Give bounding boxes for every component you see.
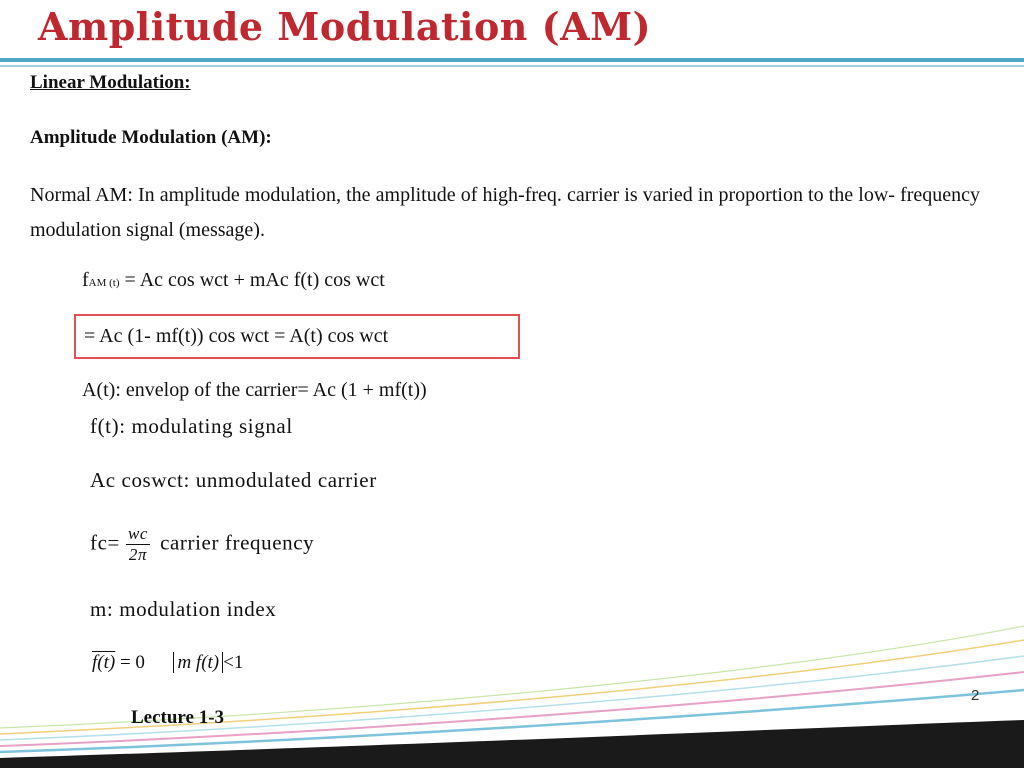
mean-rhs: = 0 bbox=[119, 652, 145, 673]
mean-term: f(t) bbox=[92, 652, 116, 673]
equation-envelope-form: = Ac (1- mf(t)) cos wct = A(t) cos wct bbox=[84, 325, 389, 347]
definition-paragraph: Normal AM: In amplitude modulation, the amplitude of high-freq. carrier is varied in proportion to the low- frequency modulation signal (message). bbox=[30, 184, 980, 241]
carrier-definition: Ac coswct: unmodulated carrier bbox=[90, 468, 377, 492]
page-number: 2 bbox=[971, 687, 980, 704]
modulating-signal-definition: f(t): modulating signal bbox=[90, 414, 293, 438]
fc-prefix: fc= bbox=[90, 530, 120, 555]
envelope-definition: A(t): envelop of the carrier= Ac (1 + mf(t)) bbox=[82, 379, 427, 401]
abs-term: m f(t) bbox=[173, 652, 223, 673]
heading-linear-modulation: Linear Modulation: bbox=[30, 72, 191, 93]
heading-amplitude-modulation: Amplitude Modulation (AM): bbox=[30, 127, 272, 148]
modulation-index-definition: m: modulation index bbox=[90, 597, 277, 621]
abs-rhs: <1 bbox=[223, 652, 244, 673]
equation-fam-subscript: AM (t) bbox=[88, 277, 120, 289]
equation-fam-rhs: = Ac cos wct + mAc f(t) cos wct bbox=[119, 269, 385, 291]
equation-fam-lhs: f bbox=[82, 269, 89, 291]
fc-suffix: carrier frequency bbox=[160, 530, 315, 555]
fc-denominator: 2π bbox=[128, 545, 148, 564]
slide-title: Amplitude Modulation (AM) bbox=[38, 4, 652, 49]
fc-numerator: wc bbox=[127, 524, 149, 543]
footer-lecture-label: Lecture 1-3 bbox=[131, 707, 225, 728]
